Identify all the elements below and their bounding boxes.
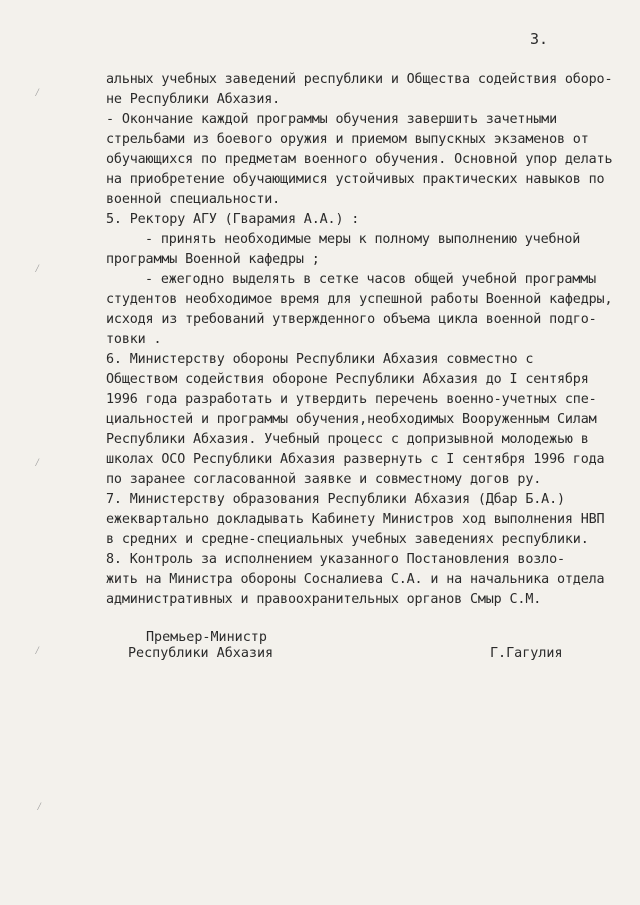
text-line: - ежегодно выделять в сетке часов общей учебной программы bbox=[145, 272, 596, 287]
text-line: - принять необходимые меры к полному выполнению учебной bbox=[145, 232, 581, 247]
text-line: на приобретение обучающимися устойчивых практических навыков по bbox=[106, 172, 605, 187]
text-line: 5. Ректору АГУ (Гварамия А.А.) : bbox=[106, 212, 360, 227]
scan-speck: ⁄ bbox=[34, 86, 41, 99]
text-line: стрельбами из боевого оружия и приемом выпускных экзаменов от bbox=[106, 132, 589, 147]
text-line: по заранее согласованной заявке и совместному догов ру. bbox=[106, 472, 542, 487]
text-line: студентов необходимое время для успешной работы Военной кафедры, bbox=[106, 292, 613, 307]
text-line: не Республики Абхазия. bbox=[106, 92, 281, 107]
text-line: обучающихся по предметам военного обучения. Основной упор делать bbox=[106, 152, 613, 167]
scan-speck: ⁄ bbox=[36, 800, 43, 813]
text-line: 1996 года разработать и утвердить перечень военно-учетных спе- bbox=[106, 392, 597, 407]
text-line: 8. Контроль за исполнением указанного Постановления возло- bbox=[106, 552, 565, 567]
text-line: Обществом содействия обороне Республики Абхазия до I сентября bbox=[106, 372, 589, 387]
signature-title: Республики Абхазия bbox=[128, 646, 274, 661]
text-line: циальностей и программы обучения,необходимых Вооруженным Силам bbox=[106, 412, 597, 427]
text-line: 6. Министерству обороны Республики Абхазия совместно с bbox=[106, 352, 534, 367]
text-line: Республики Абхазия. Учебный процесс с допризывной молодежью в bbox=[106, 432, 589, 447]
text-line: в средних и средне-специальных учебных заведениях республики. bbox=[106, 532, 589, 547]
text-line: военной специальности. bbox=[106, 192, 281, 207]
text-line: административных и правоохранительных органов Смыр С.М. bbox=[106, 592, 542, 607]
signature-name: Г.Гагулия bbox=[490, 646, 563, 661]
signature-title: Премьер-Министр bbox=[146, 630, 267, 645]
text-line: ежеквартально докладывать Кабинету Министров ход выполнения НВП bbox=[106, 512, 605, 527]
text-line: - Окончание каждой программы обучения завершить зачетными bbox=[106, 112, 557, 127]
text-line: школах ОСО Республики Абхазия развернуть с I сентября 1996 года bbox=[106, 452, 605, 467]
scan-speck: ⁄ bbox=[34, 644, 41, 657]
text-line: альных учебных заведений республики и Общества содействия оборо- bbox=[106, 72, 613, 87]
text-line: программы Военной кафедры ; bbox=[106, 252, 320, 267]
text-line: товки . bbox=[106, 332, 162, 347]
text-line: 7. Министерству образования Республики Абхазия (Дбар Б.А.) bbox=[106, 492, 565, 507]
scan-speck: ⁄ bbox=[34, 456, 41, 469]
page-number: 3. bbox=[530, 30, 549, 48]
text-line: исходя из требований утвержденного объема цикла военной подго- bbox=[106, 312, 597, 327]
text-line: жить на Министра обороны Сосналиева С.А. и на начальника отдела bbox=[106, 572, 605, 587]
scan-speck: ⁄ bbox=[34, 262, 41, 275]
